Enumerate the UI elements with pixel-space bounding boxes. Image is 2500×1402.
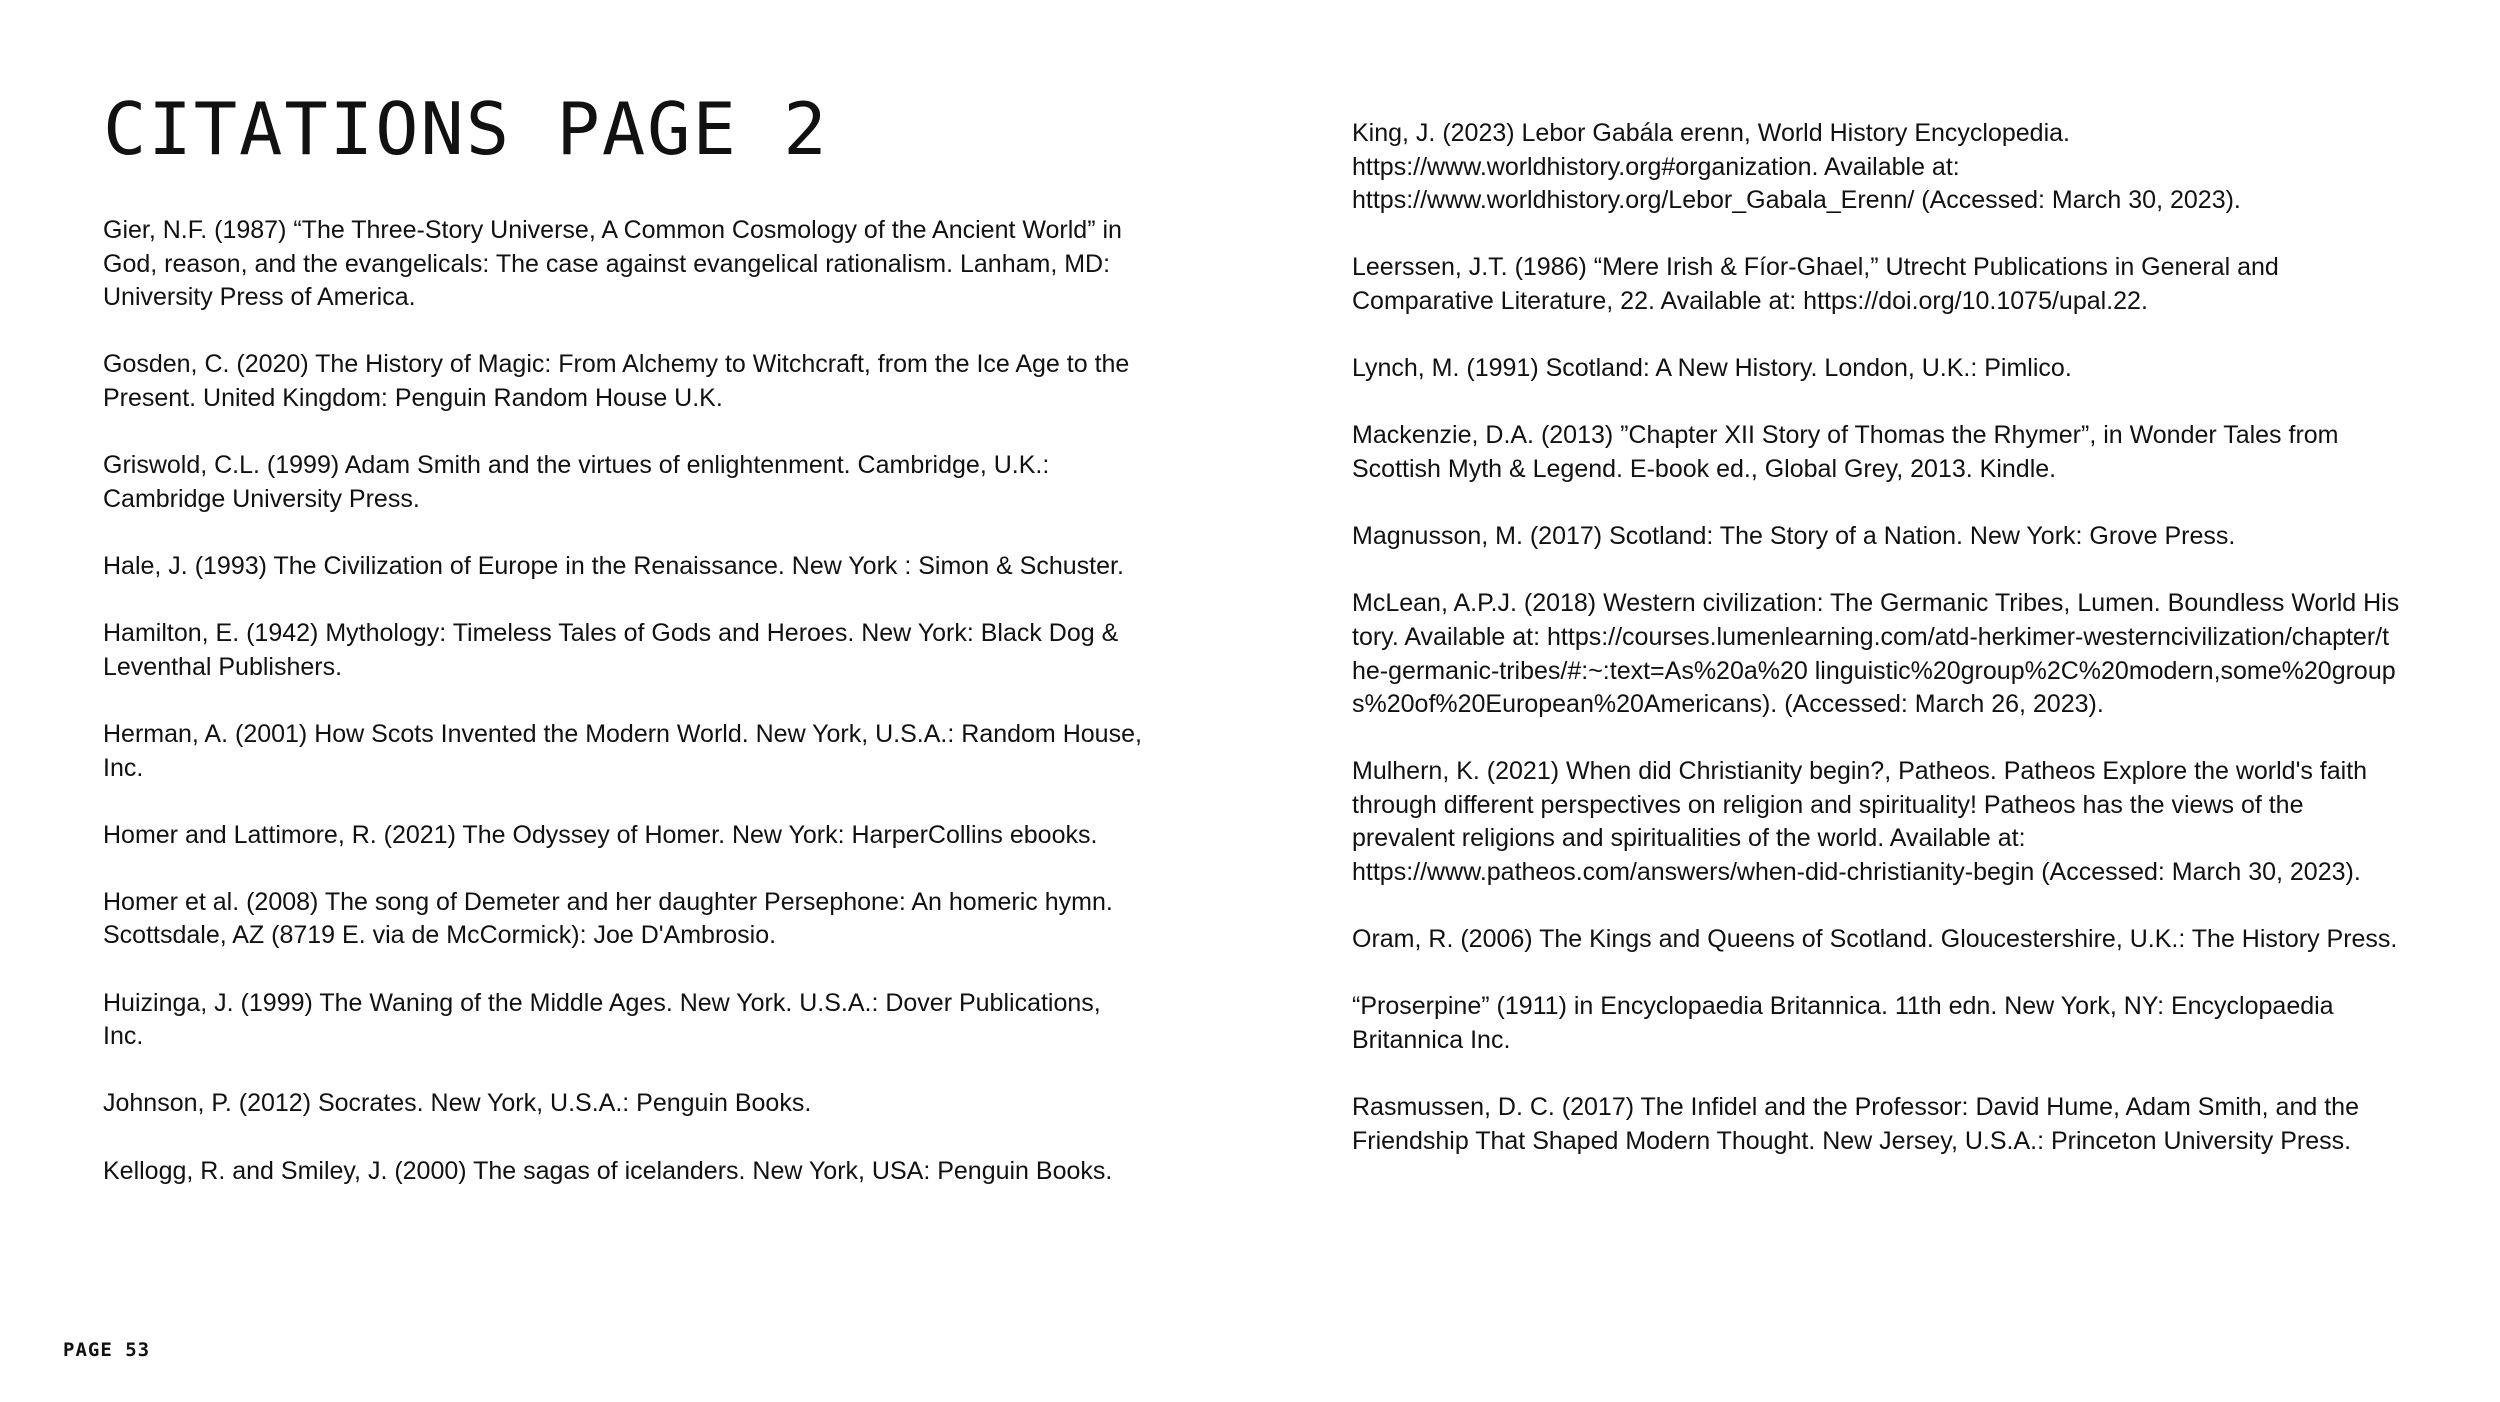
citation-entry: Homer and Lattimore, R. (2021) The Odyssey of Homer. New York: HarperCollins ebooks. xyxy=(103,820,1098,849)
page-title: CITATIONS PAGE 2 xyxy=(103,87,829,171)
citation-entry: Gosden, C. (2020) The History of Magic: From Alchemy to Witchcraft, from the Ice Age to the Present. United Kingdom: Penguin Random House U.K. xyxy=(103,350,1130,412)
citation-entry: Magnusson, M. (2017) Scotland: The Story of a Nation. New York: Grove Press. xyxy=(1352,522,2236,551)
citation-entry: Johnson, P. (2012) Socrates. New York, U.S.A.: Penguin Books. xyxy=(103,1089,812,1118)
citation-entry: “Proserpine” (1911) in Encyclopaedia Britannica. 11th edn. New York, NY: Encyclopaedia Britannica Inc. xyxy=(1352,992,2334,1055)
citation-entry: Herman, A. (2001) How Scots Invented the Modern World. New York, U.S.A.: Random House, Inc. xyxy=(103,719,1142,782)
citations-column-left xyxy=(103,214,1143,1222)
citation-entry: Hamilton, E. (1942) Mythology: Timeless Tales of Gods and Heroes. New York: Black Dog & Leventhal Publishers. xyxy=(103,619,1119,681)
citations-column-right xyxy=(1352,117,2402,1192)
citation-entry: Mackenzie, D.A. (2013) ”Chapter XII Story of Thomas the Rhymer”, in Wonder Tales from Scottish Myth & Legend. E-book ed., Global Grey, 2013. Kindle. xyxy=(1352,421,2339,483)
citation-entry: Gier, N.F. (1987) “The Three-Story Universe, A Common Cosmology of the Ancient World” in God, reason, and the evangelicals: The case against evangelical rationalism. Lanham, MD: University Press of America. xyxy=(103,216,1122,312)
citation-entry: Oram, R. (2006) The Kings and Queens of Scotland. Gloucestershire, U.K.: The History Press. xyxy=(1352,925,2398,954)
citation-entry: Homer et al. (2008) The song of Demeter and her daughter Persephone: An homeric hymn. Scottsdale, AZ (8719 E. via de McCormick): Joe D'Ambrosio. xyxy=(103,887,1113,950)
citation-entry: Lynch, M. (1991) Scotland: A New History. London, U.K.: Pimlico. xyxy=(1352,354,2072,383)
citation-entry: Mulhern, K. (2021) When did Christianity begin?, Patheos. Patheos Explore the world's faith through different perspectives on religion and spirituality! Patheos has the views of the prevalent religions and spiritualities of the world. Available at: https://www.patheos.com/answers/when-did-christianity-begin (Accessed: March 30, 2023). xyxy=(1352,757,2368,887)
citation-entry: King, J. (2023) Lebor Gabála erenn, World History Encyclopedia. https://www.worldhistory.org#organization. Available at: https://www.worldhistory.org/Lebor_Gabala_Erenn/ (Accessed: March 30, 2023). xyxy=(1352,119,2241,215)
citation-entry: Kellogg, R. and Smiley, J. (2000) The sagas of icelanders. New York, USA: Penguin Books. xyxy=(103,1156,1113,1185)
citation-entry: Leerssen, J.T. (1986) “Mere Irish & Fíor-Ghael,” Utrecht Publications in General and Comparative Literature, 22. Available at: https://doi.org/10.1075/upal.22. xyxy=(1352,253,2279,315)
citation-entry: Huizinga, J. (1999) The Waning of the Middle Ages. New York. U.S.A.: Dover Publications, Inc. xyxy=(103,988,1101,1051)
citation-entry: Hale, J. (1993) The Civilization of Europe in the Renaissance. New York : Simon & Schuster. xyxy=(103,551,1124,580)
page-number: PAGE 53 xyxy=(63,1339,151,1361)
citation-entry: McLean, A.P.J. (2018) Western civilization: The Germanic Tribes, Lumen. Boundless World History. Available at: https://courses.lumenlearning.com/atd-herkimer-westerncivilization/chapter/the-germanic-tribes/#:~:text=As%20a%20 linguistic%20group%2C%20modern,some%20groups%20of%20European%20Americans). (Accessed: March 26, 2023). xyxy=(1352,589,2400,719)
citation-entry: Griswold, C.L. (1999) Adam Smith and the virtues of enlightenment. Cambridge, U.K.: Cambridge University Press. xyxy=(103,451,1050,513)
citation-entry: Rasmussen, D. C. (2017) The Infidel and the Professor: David Hume, Adam Smith, and the Friendship That Shaped Modern Thought. New Jersey, U.S.A.: Princeton University Press. xyxy=(1352,1093,2359,1155)
